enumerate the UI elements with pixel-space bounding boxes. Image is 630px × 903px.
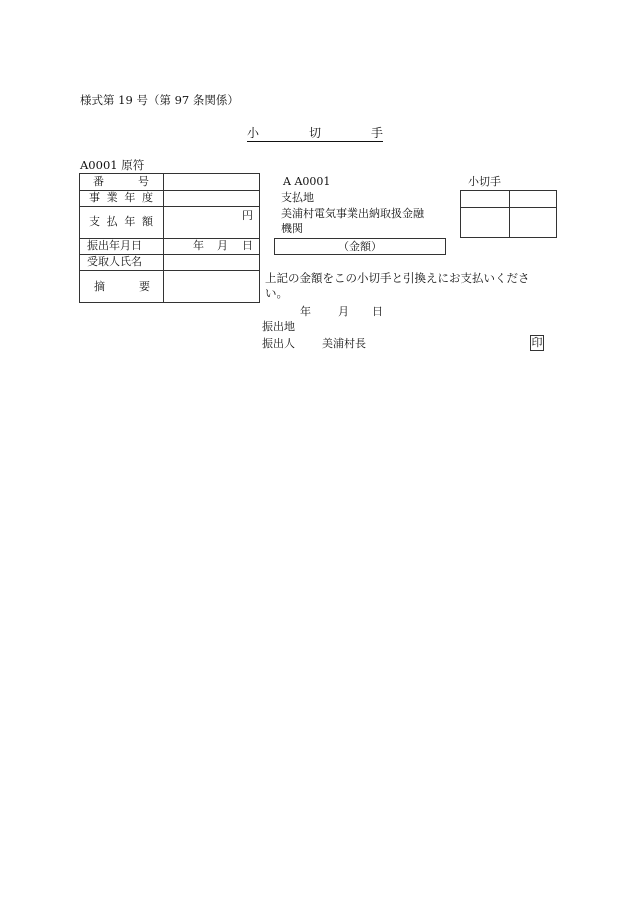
- check-date-day: 日: [372, 305, 383, 318]
- stub-issue-month: 月: [217, 239, 228, 252]
- stub-number-field[interactable]: [164, 174, 260, 190]
- check-title-char: 小: [247, 126, 260, 140]
- pay-place-label: 支払地: [281, 191, 314, 204]
- amount-box[interactable]: [274, 238, 446, 255]
- stub-payee-label: 受取人氏名: [87, 255, 142, 268]
- form-number: 様式第 19 号（第 97 条関係）: [80, 93, 239, 107]
- stub-summary-field[interactable]: [164, 271, 260, 302]
- stub-fiscal-year-label: 事 業 年 度: [89, 191, 153, 204]
- check-title: [247, 126, 383, 142]
- check-title-char: 手: [370, 126, 383, 140]
- stub-issue-date-label: 振出年月日: [87, 239, 142, 252]
- check-date-month: 月: [338, 305, 349, 318]
- payment-statement-line1: 上記の金額をこの小切手と引換えにお支払いくださ: [265, 271, 530, 285]
- stub-issue-year: 年: [193, 239, 204, 252]
- issuer-label: 振出人: [262, 337, 295, 350]
- stub-summary-label: 摘 要: [94, 280, 150, 293]
- check-number: A A0001: [283, 175, 331, 188]
- stub-table: [79, 173, 260, 303]
- check-side-label: 小切手: [468, 175, 501, 188]
- bank-name-line2: 機関: [281, 222, 303, 235]
- check-title-char: 切: [308, 126, 321, 140]
- stub-payee-field[interactable]: [164, 255, 260, 270]
- bank-name-line1: 美浦村電気事業出納取扱金融: [281, 207, 424, 220]
- issuer-name: 美浦村長: [322, 337, 366, 350]
- check-date-year: 年: [300, 305, 311, 318]
- stub-fiscal-year-field[interactable]: [164, 191, 260, 206]
- check-side-boxes: [460, 190, 557, 238]
- stub-number-label: 番 号: [93, 175, 149, 188]
- stub-issue-day: 日: [242, 239, 253, 252]
- yen-unit: 円: [242, 209, 253, 222]
- stub-payment-amount-label: 支 払 年 額: [89, 215, 153, 228]
- seal-mark: 印: [531, 336, 543, 349]
- issue-place-label: 振出地: [262, 320, 295, 333]
- stub-caption: A0001 原符: [80, 158, 145, 172]
- payment-statement-line2: い。: [265, 286, 288, 300]
- amount-label: （金額）: [338, 240, 382, 253]
